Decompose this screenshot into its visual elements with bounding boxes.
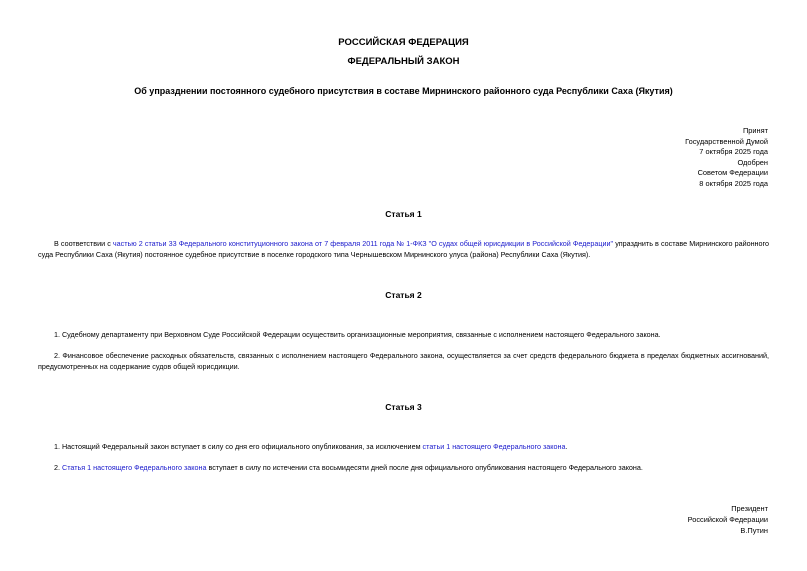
article-2-heading: Статья 2 xyxy=(385,290,422,300)
signature-role: Президент xyxy=(731,504,768,513)
accepted-label: Принят xyxy=(742,126,768,135)
law-title: Об упразднении постоянного судебного присутствия в составе Мирнинского районного суда Республики Саха (Якутия) xyxy=(134,86,673,96)
article-3-p1-link[interactable]: статьи 1 настоящего Федерального закона xyxy=(422,442,566,451)
duma-label: Государственной Думой xyxy=(685,136,768,146)
council-label: Советом Федерации xyxy=(697,168,768,177)
article-2-p2: 2. Финансовое обеспечение расходных обязательств, связанных с исполнением настоящего Федерального закона, осуществляется за счет средств федерального бюджета в пределах бюджетных ассигнований, предусмотренных на содержание судов общей юрисдикции. xyxy=(38,351,769,371)
article-1-text-before: В соответствии с xyxy=(54,239,113,248)
article-1-heading: Статья 1 xyxy=(385,209,422,219)
article-3-p2 xyxy=(38,462,769,473)
article-3-p2-after: вступает в силу по истечении ста восьмидесяти дней после дня официального опубликования настоящего Федерального закона. xyxy=(206,463,643,472)
signature-name: В.Путин xyxy=(740,526,768,535)
article-2-p1: 1. Судебному департаменту при Верховном Суде Российской Федерации осуществить организационные мероприятия, связанные с исполнением настоящего Федерального закона. xyxy=(54,330,661,339)
signature-country: Российской Федерации xyxy=(687,515,768,524)
duma-date: 7 октября 2025 года xyxy=(699,147,768,156)
council-date: 8 октября 2025 года xyxy=(699,178,768,188)
article-1-text-after: упразднить в составе Мирнинского районного суда Республики Саха (Якутия) постоянное судебное присутствие в поселке городского типа Чернышевском Мирнинского улуса (района) Республики Саха (Якутия). xyxy=(38,239,769,259)
article-3-p1-after: . xyxy=(565,442,568,451)
article-3-p1 xyxy=(38,441,769,452)
approved-label: Одобрен xyxy=(737,157,768,167)
document-type: ФЕДЕРАЛЬНЫЙ ЗАКОН xyxy=(347,56,460,67)
signature-block xyxy=(688,503,768,536)
article-3-p2-link[interactable]: Статья 1 настоящего Федерального закона xyxy=(62,463,207,472)
adoption-block xyxy=(685,126,768,189)
article-3-p2-before: 2. xyxy=(54,463,62,472)
country-heading: РОССИЙСКАЯ ФЕДЕРАЦИЯ xyxy=(338,37,469,48)
article-3-heading: Статья 3 xyxy=(385,402,422,412)
article-1-law-link[interactable]: частью 2 статьи 33 Федерального конституционного закона от 7 февраля 2011 года № 1-ФКЗ "О судах общей юрисдикции в Российской Федерации" xyxy=(112,239,614,248)
article-3-p1-before: 1. Настоящий Федеральный закон вступает в силу со дня его официального опубликования, за исключением xyxy=(54,442,423,451)
article-1-text xyxy=(38,238,769,260)
